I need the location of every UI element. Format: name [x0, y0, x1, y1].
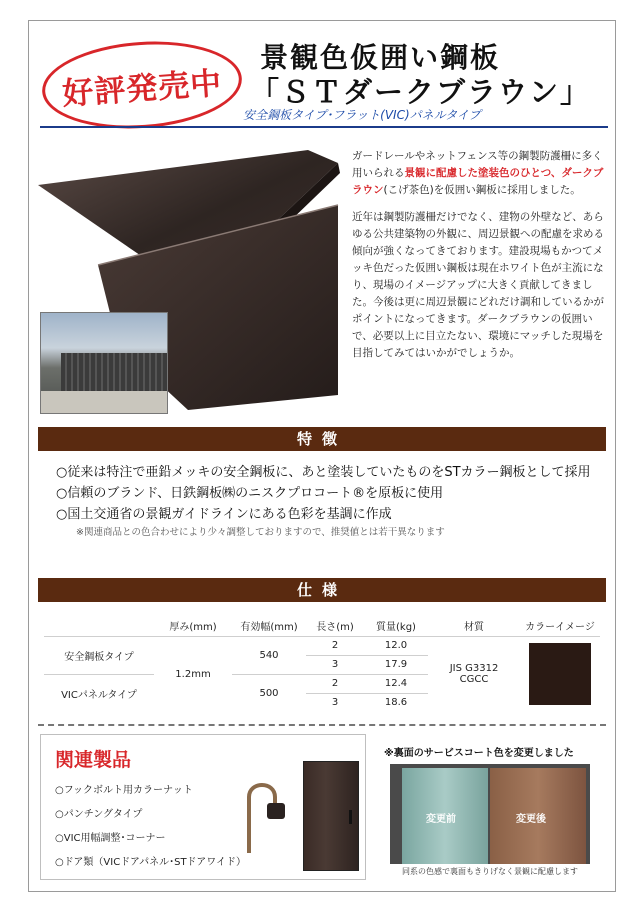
feature-item: ○従来は特注で亜鉛メッキの安全鋼板に、あと塗装していたものをSTカラー鋼板として採用: [56, 465, 591, 480]
spec-heading: 仕様: [38, 578, 606, 602]
type-cell: VICパネルタイプ: [61, 689, 137, 701]
spec-col-header: 質量(kg): [364, 616, 428, 636]
coat-comparison-photo: [390, 764, 590, 864]
spec-col-header: 厚み(mm): [154, 616, 232, 636]
spec-col-header: 材質: [428, 616, 520, 636]
intro-paragraph-2: 近年は鋼製防護柵だけでなく、建物の外壁など、あらゆる公共建築物の外観に、周辺景観への配慮を求める傾向が強くなってきております。建設現場もかつてメッキ色だった仮囲い鋼板は現在ホワイト色が主流になり、現場のイメージアップに大きく貢献してきました。今後は更に周辺景観にどれだけ調和しているかがポイントになってきます。ダークブラウンの仮囲いで、必要以上に目立たない、環境にマッチした現場を目指してみてはいかがでしょうか。: [352, 211, 604, 359]
coat-caption: 同系の色感で裏面もきりげなく景観に配慮します: [402, 867, 578, 876]
spec-table: [44, 616, 600, 712]
length-cell: 2: [306, 674, 364, 693]
before-label: 変更前: [426, 814, 456, 825]
thickness-cell: 1.2mm: [175, 668, 211, 680]
subtitle: 安全鋼板タイプ･フラット(VIC)パネルタイプ: [243, 108, 481, 122]
door-panel-image: [303, 761, 359, 871]
spec-col-header: 有効幅(mm): [232, 616, 306, 636]
related-item: ○VIC用幅調整･コーナー: [55, 833, 166, 844]
features-list: [56, 462, 596, 541]
related-item: ○パンチングタイプ: [55, 809, 143, 820]
title-line-2: 「ＳＴダークブラウン」: [250, 75, 592, 109]
coat-note: ※裏面のサービスコート色を変更しました: [384, 748, 574, 759]
mass-cell: 18.6: [384, 697, 408, 709]
site-photo: [40, 312, 168, 414]
material-standard: JIS G3312: [449, 663, 499, 675]
header-rule: [40, 126, 608, 128]
hook-bolt-nut-image: [237, 775, 291, 855]
wall-in-photo: [41, 391, 168, 414]
badge-text: 好評発売中: [61, 64, 224, 113]
width-cell: 500: [259, 687, 279, 699]
spec-col-header: [44, 616, 154, 636]
dashed-divider: [38, 724, 606, 726]
spec-header-row: [44, 616, 600, 636]
mass-cell: 12.4: [364, 674, 428, 693]
spec-col-header: 長さ(m): [306, 616, 364, 636]
features-note: ※関連商品との色合わせにより少々調整しておりますので、推奨値とは若干異なります: [76, 527, 445, 538]
length-cell: 2: [306, 636, 364, 655]
related-list: [55, 779, 246, 875]
mass-cell: 12.0: [364, 636, 428, 655]
material-cell: [428, 636, 520, 712]
table-row: [44, 636, 600, 655]
length-cell: 3: [306, 655, 364, 674]
related-item: ○フックボルト用カラーナット: [55, 785, 193, 796]
length-cell: 3: [331, 697, 339, 709]
intro-text: [352, 148, 606, 372]
dark-brown-swatch: [529, 643, 591, 705]
door-handle: [349, 810, 352, 824]
feature-item: ○信頼のブランド、日鉄鋼板㈱のニスクプロコート®を原板に使用: [56, 486, 444, 501]
related-item: ○ドア類（VICドアパネル･STドアワイド）: [55, 857, 246, 868]
mass-cell: 17.9: [364, 655, 428, 674]
title-line-1: 景観色仮囲い鋼板: [260, 41, 501, 74]
coat-change-box: [376, 734, 606, 880]
features-heading: 特徴: [38, 427, 606, 451]
after-label: 変更後: [516, 814, 546, 825]
intro-highlight: 景観に配慮した塗装色のひとつ、ダークブラウン: [352, 167, 604, 196]
width-cell: 540: [232, 636, 306, 674]
related-title: 関連製品: [55, 749, 132, 771]
related-products-box: [40, 734, 366, 880]
material-grade: CGCC: [459, 674, 489, 686]
type-cell: 安全鋼板タイプ: [44, 636, 154, 674]
color-image-cell: [520, 636, 600, 712]
feature-item: ○国土交通省の景観ガイドラインにある色彩を基調に作成: [56, 507, 392, 522]
intro-paragraph-1: ガードレールやネットフェンス等の鋼製防護柵に多く用いられる景観に配慮した塗装色のひとつ、ダークブラウン(こげ茶色)を仮囲い鋼板に採用しました。: [352, 150, 604, 196]
spec-col-header: カラーイメージ: [520, 616, 600, 636]
